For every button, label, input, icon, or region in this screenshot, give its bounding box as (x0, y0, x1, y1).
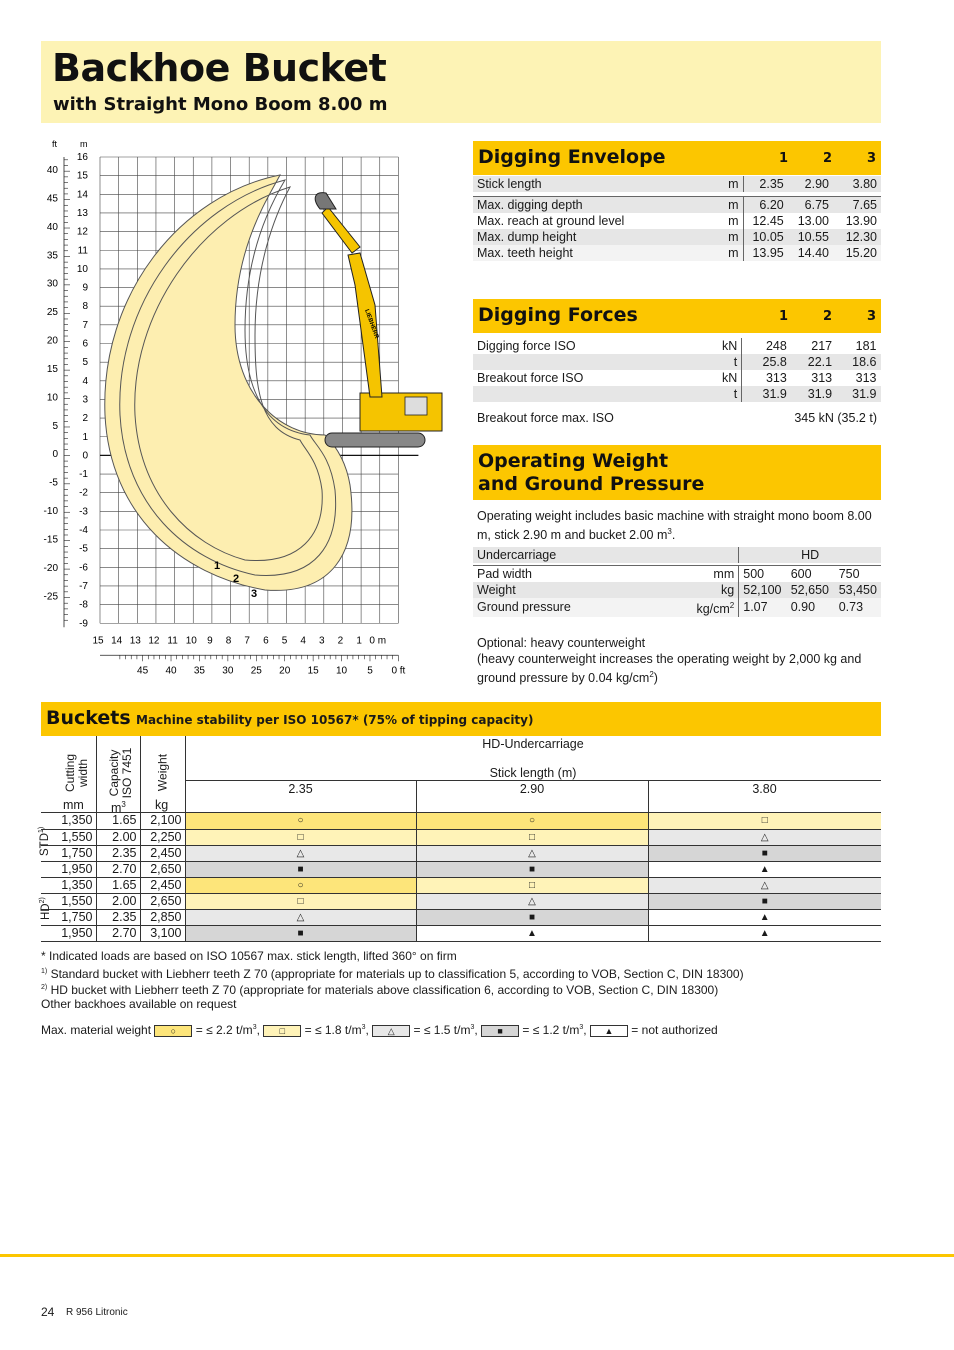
weight-cell: 2,650 (140, 861, 185, 877)
page-subtitle: with Straight Mono Boom 8.00 m (53, 94, 388, 115)
x-ft-tick-label: 15 (307, 665, 319, 677)
operating-weight-table (473, 547, 881, 617)
m-tick-label: -6 (79, 562, 88, 574)
working-range-svg (30, 135, 406, 677)
footnote-2: $^{2)}$ HD bucket with Liebherr teeth Z 70 (appropriate for materials above classification 6, according to VOB, Section C, DIN 18300) (41, 983, 719, 997)
table-row: t 31.9 31.9 31.9 (473, 386, 881, 402)
table-row (41, 925, 881, 941)
capacity-cell: 2.35 (96, 909, 140, 925)
table-row: Max. dump height m 10.05 10.55 12.30 (473, 229, 881, 245)
m-tick-label: 16 (76, 152, 88, 163)
x-m-tick-label: 7 (244, 635, 250, 647)
page-title: Backhoe Bucket (52, 46, 387, 90)
x-m-tick-label: 6 (263, 635, 269, 647)
hd-undercarriage-label: HD-Undercarriage (482, 737, 584, 751)
table-row: Digging force ISO kN 248 217 181 (477, 339, 877, 353)
ft-tick-label: -10 (43, 506, 58, 518)
x-ft-tick-label: 40 (165, 665, 177, 677)
operating-weight-title-2: and Ground Pressure (478, 473, 705, 495)
x-m-tick-label: 5 (281, 635, 288, 647)
buckets-table (38, 813, 881, 942)
x-ft-tick-label: 45 (137, 665, 149, 677)
table-row (41, 877, 881, 893)
unit-m3: m (111, 801, 122, 816)
digging-forces-table (473, 338, 881, 402)
ft-tick-label: -20 (43, 562, 58, 574)
cutting-width-cell: 1,750 (41, 845, 96, 861)
m-tick-label: -1 (79, 469, 88, 481)
cutting-width-cell: 1,750 (41, 909, 96, 925)
machine-track (325, 433, 425, 447)
m-tick-label: 13 (76, 207, 88, 219)
m-tick-label: 15 (76, 170, 88, 182)
table-row: Pad width mm 500 600 750 (477, 566, 860, 581)
ft-tick-label: -15 (43, 534, 58, 546)
m-tick-label: -7 (79, 580, 88, 592)
m-tick-label: 12 (76, 226, 88, 238)
x-ft-tick-label: 5 (367, 665, 373, 677)
col-2-label: 2 (823, 309, 833, 324)
ft-tick-label: 45 (46, 193, 58, 205)
stability-symbol-cell: ■ (416, 909, 648, 925)
machine-stick (322, 207, 360, 253)
col-1-label: 1 (779, 309, 789, 324)
stability-symbol-cell: ■ (648, 845, 881, 861)
table-row (41, 813, 881, 829)
digging-envelope-header (473, 141, 881, 175)
x-m-tick-label: 3 (319, 635, 325, 647)
m-tick-label: 4 (82, 375, 88, 387)
stick-length-label: Stick length (m) (489, 766, 577, 780)
digging-forces-header (473, 299, 881, 333)
stability-symbol-cell: ■ (185, 925, 416, 941)
stability-symbol-cell: △ (648, 877, 881, 893)
group-hd-label: HD$^{2)}$ (39, 897, 52, 920)
cutting-width-cell: 1,350 (41, 877, 96, 893)
breakout-max-value: 345 kN (35.2 t) (794, 411, 877, 425)
stick-3-80: 3.80 (752, 782, 777, 796)
footer-rule (0, 1254, 954, 1257)
m-tick-label: -2 (79, 487, 88, 499)
weight-cell: 2,850 (140, 909, 185, 925)
m-tick-label: 0 (82, 450, 88, 462)
x-m-tick-label: 12 (148, 635, 160, 647)
x-m-tick-label: 0 m (369, 635, 387, 647)
capacity-cell: 2.70 (96, 925, 140, 941)
stability-symbol-cell: ▲ (648, 909, 881, 925)
cutting-width-cell: 1,550 (41, 829, 96, 845)
envelope-curve-3 (105, 175, 352, 590)
curve-label-1: 1 (214, 560, 221, 572)
x-m-tick-label: 13 (129, 635, 141, 647)
machine-bucket (315, 193, 336, 209)
legend-filled-triangle-icon: ▲ (590, 1025, 628, 1037)
x-m-tick-label: 10 (185, 635, 197, 647)
ft-tick-label: 30 (46, 278, 58, 290)
m-label: m (80, 139, 88, 149)
table-row: Ground pressure $kg/cm^2$ 1.07 0.90 0.73 (473, 598, 881, 617)
cutting-width-cell: 1,950 (41, 861, 96, 877)
stability-symbol-cell: ▲ (416, 925, 648, 941)
model-name: R 956 Litronic (66, 1307, 128, 1318)
capacity-cell: 2.00 (96, 893, 140, 909)
stability-symbol-cell: ■ (185, 861, 416, 877)
stability-symbol-cell: ▲ (648, 861, 881, 877)
stability-symbol-cell: □ (416, 829, 648, 845)
ft-tick-label: 40 (46, 221, 58, 233)
m-tick-label: 10 (76, 263, 88, 275)
stability-symbol-cell: △ (185, 909, 416, 925)
x-ft-tick-label: 30 (222, 665, 234, 677)
unit-mm: mm (63, 798, 84, 812)
m-tick-label: 11 (77, 245, 88, 257)
ft-tick-label: 20 (46, 335, 58, 347)
footnote-other: Other backhoes available on request (41, 997, 237, 1011)
table-row: Max. digging depth m 6.20 6.75 7.65 (473, 196, 881, 213)
capacity-cell: 1.65 (96, 813, 140, 829)
x-m-tick-label: 4 (300, 635, 306, 647)
m-tick-label: 5 (82, 357, 88, 369)
optional-counterweight: Optional: heavy counterweight (heavy counterweight increases the operating weight by 2,000 kg and ground pressure by 0.04 $kg/cm^2$) (477, 636, 862, 686)
stability-symbol-cell: ○ (185, 877, 416, 893)
col-1-label: 1 (779, 151, 789, 166)
x-m-tick-label: 2 (337, 635, 344, 647)
x-m-tick-label: 9 (207, 635, 213, 647)
legend-filled-square-icon: ■ (481, 1025, 519, 1037)
weight-cell: 3,100 (140, 925, 185, 941)
stability-symbol-cell: ○ (185, 813, 416, 829)
footnote-1: $^{1)}$ Standard bucket with Liebherr teeth Z 70 (appropriate for materials up to classification 5, according to VOB, Section C, DIN 18300) (41, 967, 744, 981)
working-range-diagram (30, 135, 406, 677)
table-row (41, 829, 881, 845)
buckets-header (41, 702, 881, 736)
table-row (41, 893, 881, 909)
x-ft-tick-label: 10 (335, 665, 348, 677)
digging-forces-title: Digging Forces (478, 304, 638, 326)
table-row: Undercarriage HD (473, 547, 881, 563)
page-number: 24 (41, 1305, 55, 1319)
m-tick-label: 8 (82, 301, 88, 313)
m-tick-label: 1 (82, 431, 88, 443)
stick-2-35: 2.35 (288, 782, 313, 796)
m-tick-label: -3 (79, 506, 88, 518)
col-3-label: 3 (867, 309, 877, 324)
stability-symbol-cell: ■ (416, 861, 648, 877)
legend-circle-icon: ○ (154, 1025, 192, 1037)
table-row (41, 861, 881, 877)
m-tick-label: 7 (82, 319, 88, 331)
stability-symbol-cell: △ (416, 893, 648, 909)
table-row: Max. reach at ground level m 12.45 13.00 13.90 (477, 213, 877, 228)
m-tick-label: -9 (79, 618, 88, 630)
stability-symbol-cell: □ (416, 877, 648, 893)
digging-envelope-table (473, 176, 881, 261)
buckets-subtitle: Machine stability per ISO 10567* (75% of tipping capacity) (136, 713, 534, 727)
col-3-label: 3 (867, 151, 877, 166)
m-tick-label: -4 (79, 525, 88, 536)
m-tick-label: 3 (82, 394, 88, 406)
col-capacity: Capacity ISO 7451 (107, 747, 134, 799)
table-row: Breakout force ISO kN 313 313 313 (477, 371, 877, 385)
x-m-tick-label: 11 (167, 635, 178, 647)
table-row: Stick length m 2.35 2.90 3.80 (473, 176, 881, 192)
m-tick-label: 14 (76, 189, 88, 201)
stability-symbol-cell: ▲ (648, 925, 881, 941)
capacity-cell: 2.35 (96, 845, 140, 861)
x-m-tick-label: 15 (92, 635, 104, 647)
stability-symbol-cell: △ (648, 829, 881, 845)
weight-cell: 2,100 (140, 813, 185, 829)
ft-tick-label: -5 (49, 477, 58, 489)
stability-symbol-cell: △ (185, 845, 416, 861)
table-row (41, 909, 881, 925)
buckets-title: Buckets (46, 707, 131, 729)
machine-cab (405, 397, 427, 415)
group-std-label: STD$^{1)}$ (38, 826, 51, 856)
x-m-tick-label: 1 (356, 635, 362, 647)
stability-symbol-cell: △ (416, 845, 648, 861)
operating-weight-title-1: Operating Weight (478, 450, 669, 472)
col-cutting-width: Cutting width (63, 753, 90, 793)
table-row: Max. teeth height m 13.95 14.40 15.20 (473, 245, 881, 261)
ft-tick-label: 10 (46, 392, 58, 404)
capacity-cell: 2.70 (96, 861, 140, 877)
stability-symbol-cell: □ (185, 829, 416, 845)
unit-kg: kg (155, 798, 169, 812)
stability-symbol-cell: □ (648, 813, 881, 829)
weight-cell: 2,250 (140, 829, 185, 845)
ft-tick-label: 0 (52, 449, 58, 461)
x-m-tick-label: 8 (225, 635, 232, 647)
m-tick-label: 2 (82, 413, 88, 425)
x-ft-tick-label: 20 (279, 665, 291, 677)
x-m-tick-label: 14 (111, 635, 123, 647)
m-tick-label: 6 (82, 338, 88, 350)
table-row: t 25.8 22.1 18.6 (473, 354, 881, 370)
capacity-cell: 1.65 (96, 877, 140, 893)
curve-label-2: 2 (233, 573, 240, 585)
stability-symbol-cell: ■ (648, 893, 881, 909)
m-tick-label: -5 (79, 543, 88, 555)
cutting-width-cell: 1,350 (41, 813, 96, 829)
ft-tick-label: 15 (46, 363, 58, 375)
x-ft-tick-label: 0 ft (391, 665, 406, 677)
ft-tick-label: 35 (46, 250, 58, 262)
ft-tick-label: 5 (52, 420, 58, 432)
weight-cell: 2,450 (140, 877, 185, 893)
buckets-col-heads: Cutting width Capacity ISO 7451 Weight mm $m^3$ kg HD-Undercarriage Stick length (m) 2.35 2.90 3.80 (41, 736, 881, 813)
m-tick-label: -8 (79, 599, 88, 611)
ft-tick-label: 25 (46, 307, 58, 319)
table-row (41, 845, 881, 861)
machine-body (360, 393, 442, 431)
digging-envelope-title: Digging Envelope (478, 146, 666, 168)
breakout-max-label: Breakout force max. ISO (477, 411, 614, 425)
table-row: Weight kg 52,100 52,650 53,450 (473, 582, 881, 598)
machine-brand: LIEBHERR (363, 308, 380, 340)
material-weight-legend: Max. material weight ○ = ≤ 2.2 $t/m^3$, □ = ≤ 1.8 $t/m^3$, △ = ≤ 1.5 $t/m^3$, ■ = ≤ 1.2 $t/m^3$, ▲ = not authorized (41, 1023, 718, 1037)
stability-symbol-cell: □ (185, 893, 416, 909)
ft-tick-label: -25 (43, 591, 58, 603)
footnote-star: * Indicated loads are based on ISO 10567 max. stick length, lifted 360° on firm (41, 949, 457, 963)
ft-label: ft (52, 139, 58, 149)
legend-square-icon: □ (263, 1025, 301, 1037)
operating-weight-header (473, 445, 881, 500)
col-2-label: 2 (823, 151, 833, 166)
curve-label-3: 3 (251, 588, 258, 600)
col-weight: Weight (155, 753, 170, 792)
m-tick-label: 9 (82, 282, 88, 294)
legend-triangle-icon: △ (372, 1025, 410, 1037)
x-ft-tick-label: 25 (250, 665, 262, 677)
x-ft-tick-label: 35 (193, 665, 206, 677)
stick-2-90: 2.90 (519, 782, 545, 796)
weight-cell: 2,450 (140, 845, 185, 861)
stability-symbol-cell: ○ (416, 813, 648, 829)
ft-tick-label: 40 (46, 165, 58, 176)
cutting-width-cell: 1,550 (41, 893, 96, 909)
operating-weight-intro: Operating weight includes basic machine with straight mono boom 8.00 m, stick 2.90 m and bucket 2.00 $m^3$. (477, 509, 872, 543)
weight-cell: 2,650 (140, 893, 185, 909)
capacity-cell: 2.00 (96, 829, 140, 845)
cutting-width-cell: 1,950 (41, 925, 96, 941)
